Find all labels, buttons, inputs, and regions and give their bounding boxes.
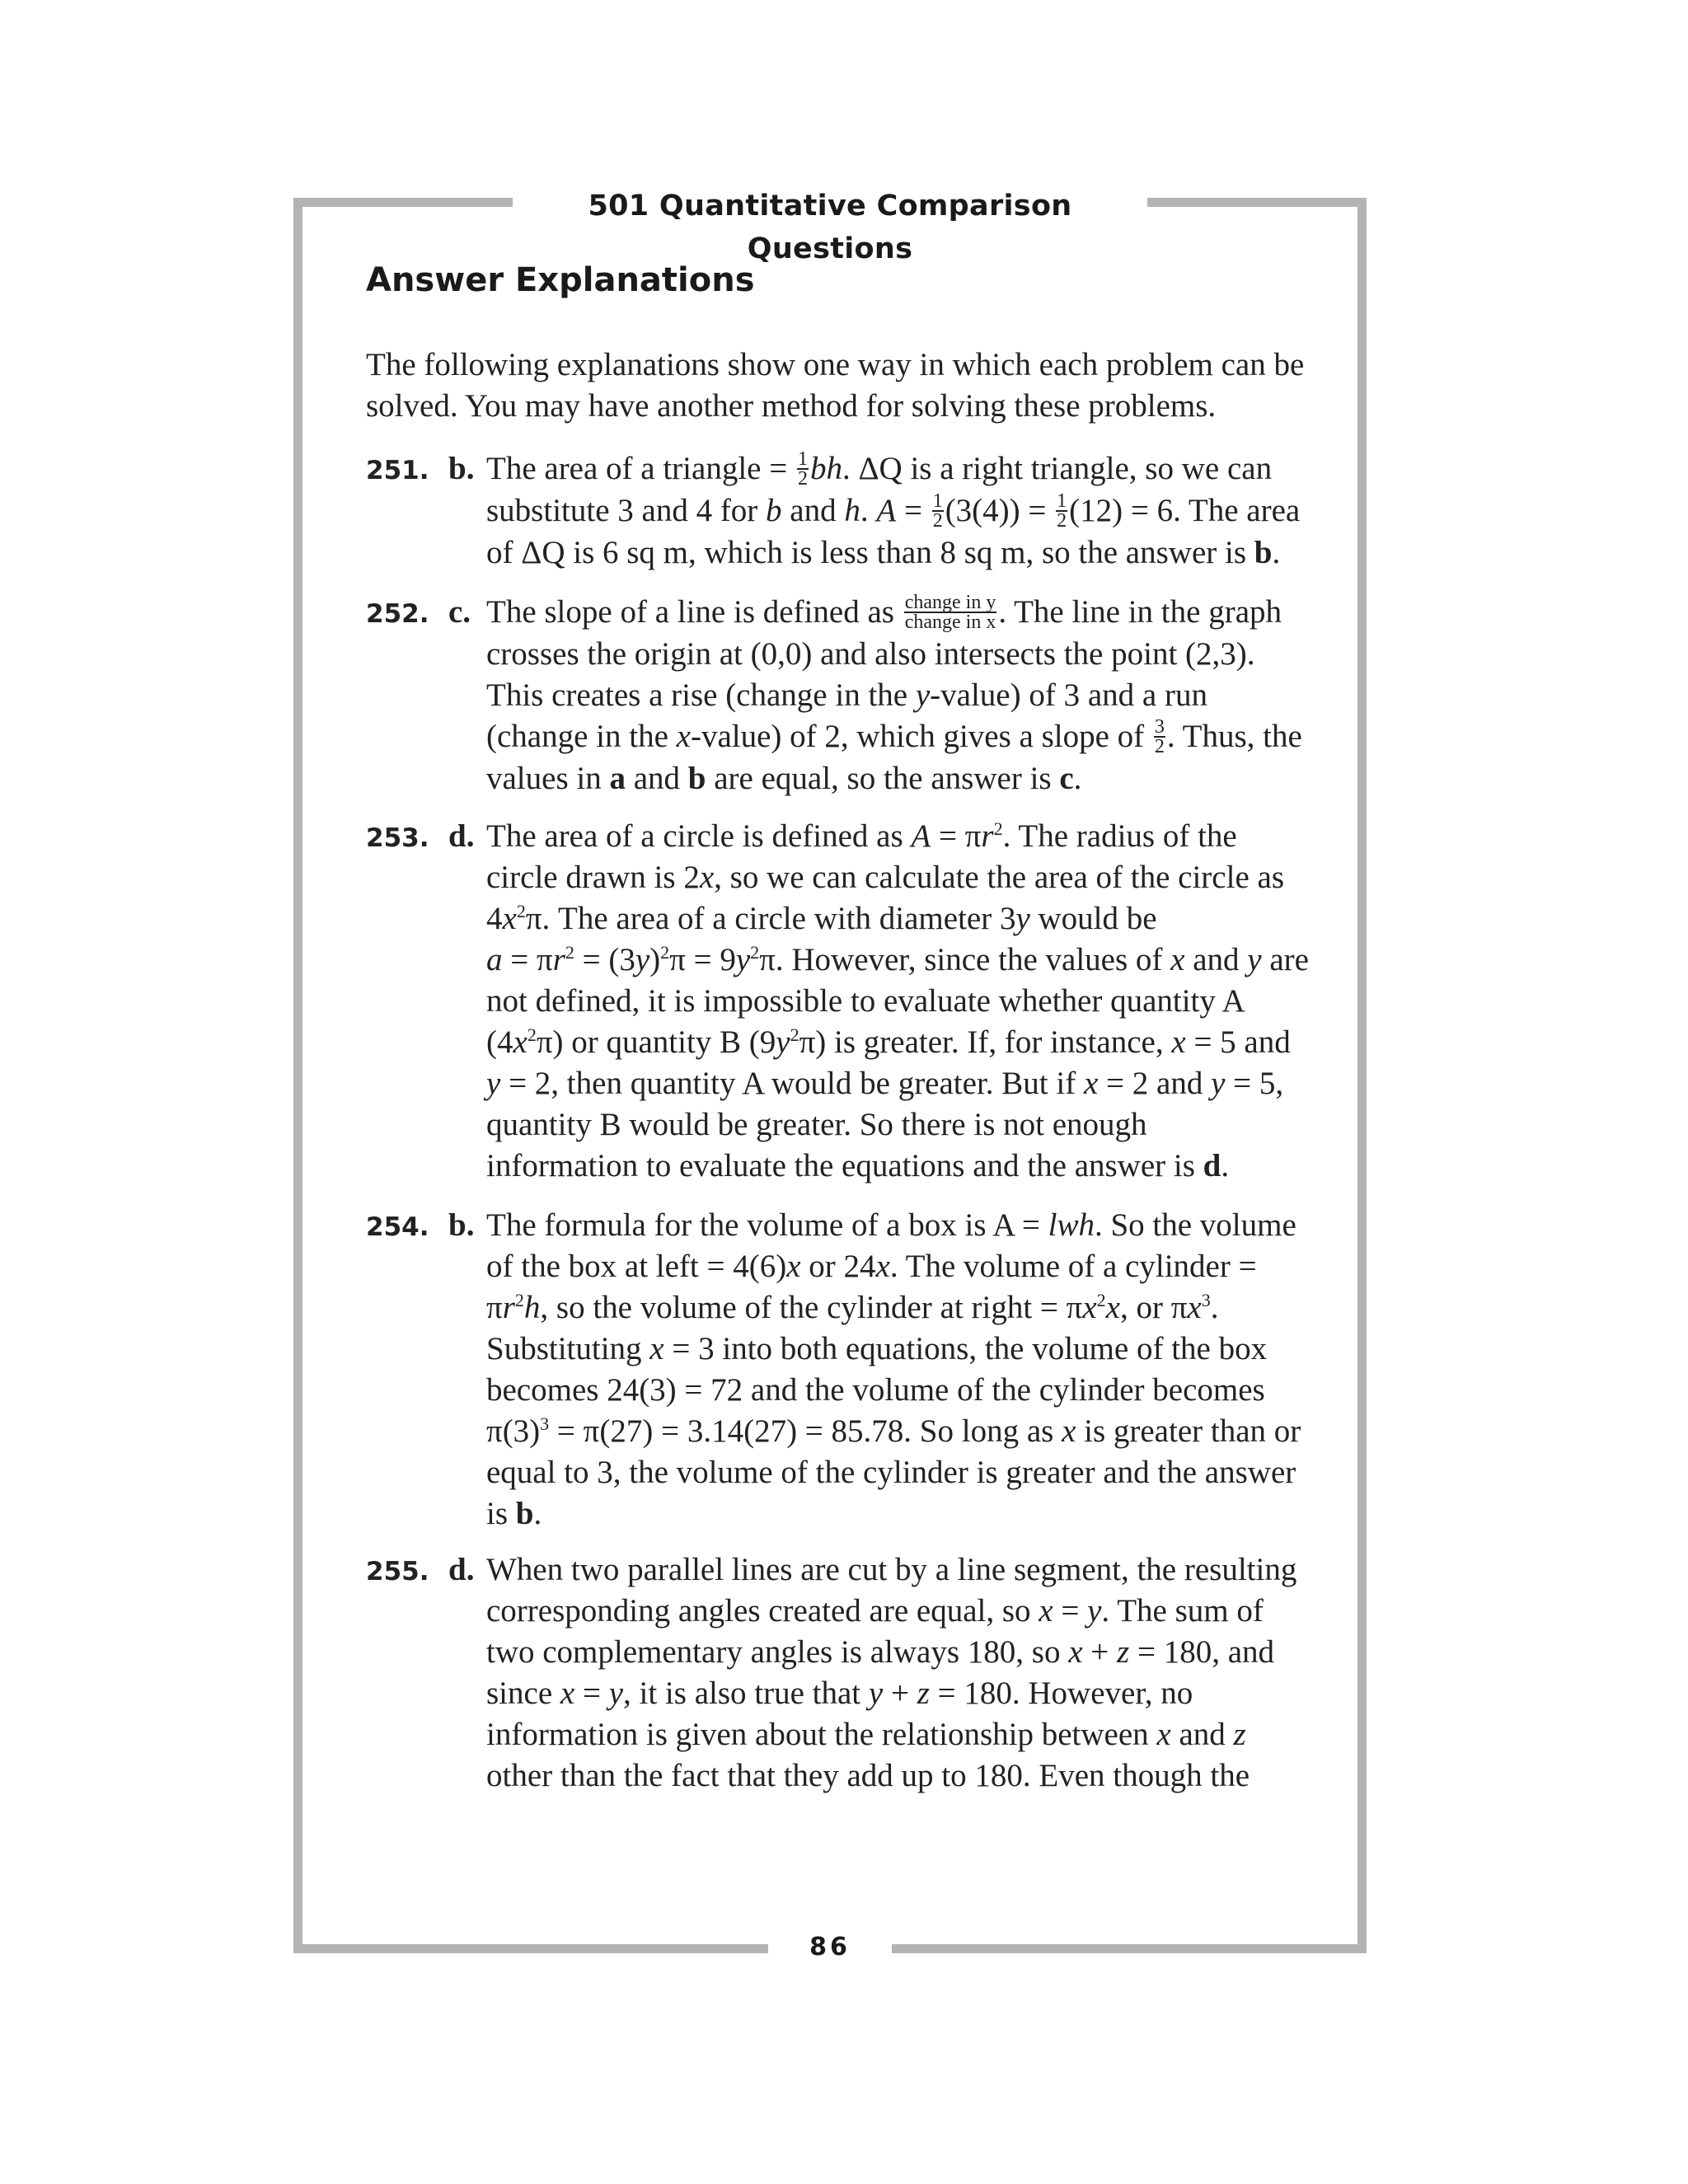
explanation-line: y = 2, then quantity A would be greater. But if x = 2 and y = 5,: [486, 1066, 1284, 1101]
explanation-line: equal to 3, the volume of the cylinder is greater and the answer: [486, 1455, 1296, 1490]
explanation-line: The slope of a line is defined as $\frac{\text{change in y}}{\text{change in x}}$ . The line in the graph: [486, 592, 1282, 634]
explanation-line: two complementary angles is always 180, so x + z = 180, and: [486, 1634, 1275, 1670]
explanation-line: becomes 24(3) = 72 and the volume of the cylinder becomes: [486, 1372, 1265, 1408]
explanation-line: (change in the x-value) of 2, which gives a slope of $\frac{3}{2}$ . Thus, the: [486, 716, 1302, 758]
intro-paragraph: [366, 344, 1322, 427]
section-heading: Answer Explanations: [366, 261, 755, 299]
explanation-line: quantity B would be greater. So there is not enough: [486, 1107, 1147, 1142]
question-number: 251.: [366, 456, 429, 485]
explanation-line: other than the fact that they add up to 180. Even though the: [486, 1758, 1250, 1793]
intro-line: solved. You may have another method for solving these problems.: [366, 388, 1217, 424]
answer-explanation: [486, 816, 1330, 1187]
answer-explanation: [486, 448, 1330, 574]
explanation-line: of ΔQ is 6 sq m, which is less than 8 sq m, so the answer is b.: [486, 535, 1281, 571]
answer-letter: b.: [448, 451, 475, 486]
answer-explanation: [486, 592, 1330, 799]
explanation-line: $a = \pi r^2 = (3y)^2\pi = 9y^2\pi$. However, since the values of x and y are: [486, 942, 1309, 977]
explanation-line: $\pi(3)^3 = \pi(27) = 3.14(27) = 85.78$. So long as x is greater than or: [486, 1413, 1301, 1449]
question-number: 255.: [366, 1557, 429, 1586]
answer-letter: c.: [448, 594, 471, 630]
fraction-one-half: $\frac{1}{2}$: [1057, 490, 1067, 532]
explanation-line: The area of a triangle = $\frac{1}{2}$ bh. ΔQ is a right triangle, so we can: [486, 448, 1273, 490]
fraction-slope-definition: [904, 592, 997, 634]
explanation-line: corresponding angles created are equal, so x = y. The sum of: [486, 1593, 1264, 1629]
explanation-line: since x = y, it is also true that y + z = 180. However, no: [486, 1675, 1193, 1711]
answer-251: [366, 448, 1330, 574]
explanation-line: of the box at left = 4(6)x or 24x. The volume of a cylinder =: [486, 1249, 1257, 1284]
answer-explanation: [486, 1205, 1330, 1535]
fraction-denominator: change in x: [904, 612, 996, 634]
question-number: 254.: [366, 1212, 429, 1242]
explanation-line: $\pi r^2h$, so the volume of the cylinder at right = $\pi x^2x$, or $\pi x^3$.: [486, 1290, 1219, 1325]
explanation-line: values in a and b are equal, so the answer is c.: [486, 761, 1082, 797]
explanation-line: The formula for the volume of a box is A = lwh. So the volume: [486, 1207, 1296, 1243]
explanation-line: $(4x^2\pi)$ or quantity B $(9y^2\pi)$ is greater. If, for instance, x = 5 and: [486, 1024, 1291, 1060]
fraction-numerator: change in y: [904, 592, 996, 614]
answer-letter: b.: [448, 1207, 475, 1243]
explanation-line: Substituting x = 3 into both equations, the volume of the box: [486, 1331, 1268, 1366]
explanation-line: When two parallel lines are cut by a line segment, the resulting: [486, 1552, 1297, 1587]
answer-explanation: [486, 1549, 1330, 1797]
answer-letter: d.: [448, 818, 475, 854]
intro-line: The following explanations show one way in which each problem can be: [366, 347, 1305, 382]
question-number: 253.: [366, 823, 429, 853]
answer-255: [366, 1549, 1330, 1797]
explanation-line: information is given about the relationship between x and z: [486, 1717, 1246, 1752]
answer-254: [366, 1205, 1330, 1535]
page-number: 86: [768, 1929, 892, 1966]
running-header: 501 Quantitative Comparison Questions: [513, 185, 1147, 270]
fraction-three-halves: $\frac{3}{2}$: [1154, 716, 1165, 758]
answer-253: [366, 816, 1330, 1187]
explanation-line: circle drawn is 2x, so we can calculate the area of the circle as: [486, 860, 1284, 895]
explanation-line: information to evaluate the equations and the answer is d.: [486, 1148, 1230, 1183]
explanation-line: This creates a rise (change in the y-value) of 3 and a run: [486, 677, 1207, 714]
explanation-line: $4x^2\pi$. The area of a circle with diameter 3y would be: [486, 901, 1157, 936]
fraction-one-half: $\frac{1}{2}$: [797, 448, 808, 490]
explanation-line: is b.: [486, 1496, 542, 1531]
fraction-one-half: $\frac{1}{2}$: [932, 490, 943, 532]
answer-252: [366, 592, 1330, 799]
answer-letter: d.: [448, 1552, 475, 1587]
explanation-line: The area of a circle is defined as $A = \pi r^2$. The radius of the: [486, 818, 1237, 854]
explanation-line: not defined, it is impossible to evaluate whether quantity A: [486, 983, 1245, 1019]
question-number: 252.: [366, 599, 429, 629]
explanation-line: crosses the origin at (0,0) and also intersects the point (2,3).: [486, 636, 1255, 673]
explanation-line: substitute 3 and 4 for b and h. A = $\frac{1}{2}$ (3(4)) = $\frac{1}{2}$ (12) = 6. The area: [486, 490, 1301, 532]
